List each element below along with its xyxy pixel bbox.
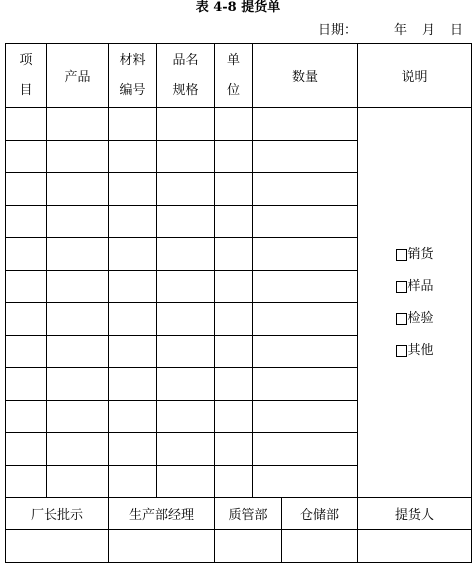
cell-item[interactable]: [6, 400, 47, 433]
date-month: 月: [422, 23, 436, 38]
signature-production-manager[interactable]: [109, 530, 215, 563]
cell-spec[interactable]: [157, 108, 215, 141]
cell-material-no[interactable]: [109, 140, 157, 173]
cell-unit[interactable]: [215, 140, 253, 173]
cell-spec[interactable]: [157, 368, 215, 401]
signature-warehouse-dept[interactable]: [282, 530, 358, 563]
cell-spec[interactable]: [157, 465, 215, 498]
cell-quantity[interactable]: [253, 238, 358, 271]
cell-item[interactable]: [6, 108, 47, 141]
cell-unit[interactable]: [215, 335, 253, 368]
cell-quantity[interactable]: [253, 140, 358, 173]
cell-unit[interactable]: [215, 433, 253, 466]
header-row: [6, 44, 472, 108]
cell-spec[interactable]: [157, 140, 215, 173]
signature-picker[interactable]: [358, 530, 472, 563]
cell-product[interactable]: [47, 335, 109, 368]
cell-spec[interactable]: [157, 400, 215, 433]
cell-product[interactable]: [47, 368, 109, 401]
cell-unit[interactable]: [215, 238, 253, 271]
date-day: 日: [450, 23, 464, 38]
date-year: 年: [394, 23, 408, 38]
header-item: 项 目: [6, 44, 47, 108]
footer-production-manager: 生产部经理: [109, 498, 215, 530]
header-quantity: 数量: [253, 44, 358, 108]
footer-factory-director: 厂长批示: [6, 498, 109, 530]
cell-spec[interactable]: [157, 433, 215, 466]
option-inspection[interactable]: 检验: [396, 310, 434, 328]
cell-spec[interactable]: [157, 238, 215, 271]
footer-warehouse-dept: 仓储部: [282, 498, 358, 530]
cell-product[interactable]: [47, 140, 109, 173]
option-sample[interactable]: 样品: [396, 278, 434, 296]
cell-quantity[interactable]: [253, 335, 358, 368]
cell-product[interactable]: [47, 400, 109, 433]
checkbox-icon[interactable]: [396, 345, 407, 357]
cell-quantity[interactable]: [253, 433, 358, 466]
cell-unit[interactable]: [215, 270, 253, 303]
cell-material-no[interactable]: [109, 400, 157, 433]
cell-item[interactable]: [6, 433, 47, 466]
cell-item[interactable]: [6, 368, 47, 401]
footer-label-row: [6, 498, 472, 530]
footer-quality-dept: 质管部: [215, 498, 282, 530]
cell-material-no[interactable]: [109, 270, 157, 303]
cell-unit[interactable]: [215, 173, 253, 206]
option-other[interactable]: 其他: [396, 342, 434, 360]
cell-spec[interactable]: [157, 335, 215, 368]
cell-material-no[interactable]: [109, 335, 157, 368]
cell-unit[interactable]: [215, 400, 253, 433]
footer-picker: 提货人: [358, 498, 472, 530]
cell-product[interactable]: [47, 270, 109, 303]
checkbox-icon[interactable]: [396, 313, 407, 325]
cell-unit[interactable]: [215, 303, 253, 336]
option-sales[interactable]: 销货: [396, 246, 434, 264]
cell-material-no[interactable]: [109, 465, 157, 498]
cell-item[interactable]: [6, 270, 47, 303]
header-unit: 单 位: [215, 44, 253, 108]
cell-product[interactable]: [47, 465, 109, 498]
form-title: 表 4-8 提货单: [195, 0, 281, 15]
cell-item[interactable]: [6, 335, 47, 368]
cell-unit[interactable]: [215, 465, 253, 498]
cell-quantity[interactable]: [253, 400, 358, 433]
cell-unit[interactable]: [215, 108, 253, 141]
cell-product[interactable]: [47, 303, 109, 336]
cell-quantity[interactable]: [253, 465, 358, 498]
cell-product[interactable]: [47, 238, 109, 271]
cell-material-no[interactable]: [109, 173, 157, 206]
cell-item[interactable]: [6, 465, 47, 498]
table-row: [6, 108, 472, 141]
cell-spec[interactable]: [157, 303, 215, 336]
signature-factory-director[interactable]: [6, 530, 109, 563]
cell-material-no[interactable]: [109, 238, 157, 271]
cell-quantity[interactable]: [253, 368, 358, 401]
cell-product[interactable]: [47, 433, 109, 466]
cell-material-no[interactable]: [109, 303, 157, 336]
cell-quantity[interactable]: [253, 108, 358, 141]
cell-item[interactable]: [6, 140, 47, 173]
cell-spec[interactable]: [157, 173, 215, 206]
cell-unit[interactable]: [215, 205, 253, 238]
cell-material-no[interactable]: [109, 205, 157, 238]
header-material-no: 材料 编号: [109, 44, 157, 108]
cell-quantity[interactable]: [253, 270, 358, 303]
checkbox-icon[interactable]: [396, 281, 407, 293]
cell-item[interactable]: [6, 303, 47, 336]
date-label: 日期：: [318, 23, 358, 38]
cell-item[interactable]: [6, 205, 47, 238]
header-spec: 品名 规格: [157, 44, 215, 108]
header-product: 产品: [47, 44, 109, 108]
cell-unit[interactable]: [215, 368, 253, 401]
cell-item[interactable]: [6, 173, 47, 206]
cell-material-no[interactable]: [109, 108, 157, 141]
description-options: [358, 108, 472, 498]
footer-signature-row: [6, 530, 472, 563]
cell-product[interactable]: [47, 108, 109, 141]
cell-material-no[interactable]: [109, 368, 157, 401]
cell-item[interactable]: [6, 238, 47, 271]
header-description: 说明: [358, 44, 472, 108]
cell-quantity[interactable]: [253, 303, 358, 336]
delivery-order-table: [5, 43, 472, 563]
cell-product[interactable]: [47, 205, 109, 238]
cell-quantity[interactable]: [253, 205, 358, 238]
cell-spec[interactable]: [157, 205, 215, 238]
cell-product[interactable]: [47, 173, 109, 206]
cell-material-no[interactable]: [109, 433, 157, 466]
cell-spec[interactable]: [157, 270, 215, 303]
signature-quality-dept[interactable]: [215, 530, 282, 563]
checkbox-icon[interactable]: [396, 249, 407, 261]
cell-quantity[interactable]: [253, 173, 358, 206]
